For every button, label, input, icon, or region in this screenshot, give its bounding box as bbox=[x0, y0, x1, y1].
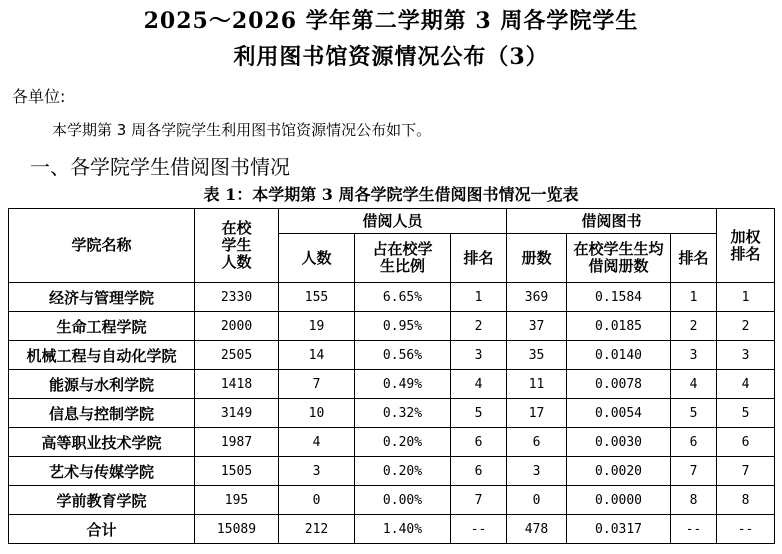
cell-per-capita: 0.0185 bbox=[567, 312, 671, 341]
cell-per-capita: 0.0000 bbox=[567, 486, 671, 515]
cell-rank2: 3 bbox=[671, 341, 717, 370]
cell-ratio: 1.40% bbox=[355, 515, 451, 544]
cell-weighted-rank: 7 bbox=[717, 457, 775, 486]
cell-rank2: 4 bbox=[671, 370, 717, 399]
cell-ratio: 0.00% bbox=[355, 486, 451, 515]
cell-weighted-rank: 2 bbox=[717, 312, 775, 341]
cell-college: 高等职业技术学院 bbox=[9, 428, 195, 457]
document-title-line1: 2025～2026 学年第二学期第 3 周各学院学生 bbox=[143, 8, 639, 34]
header-rank2: 排名 bbox=[671, 234, 717, 283]
cell-per-capita: 0.0078 bbox=[567, 370, 671, 399]
cell-rank2: 2 bbox=[671, 312, 717, 341]
cell-people: 19 bbox=[279, 312, 355, 341]
cell-rank: 4 bbox=[451, 370, 507, 399]
cell-ratio: 0.20% bbox=[355, 428, 451, 457]
cell-enrolled: 1418 bbox=[195, 370, 279, 399]
cell-per-capita: 0.0317 bbox=[567, 515, 671, 544]
cell-rank2: 8 bbox=[671, 486, 717, 515]
table-row bbox=[9, 428, 775, 457]
cell-weighted-rank: 8 bbox=[717, 486, 775, 515]
cell-college: 艺术与传媒学院 bbox=[9, 457, 195, 486]
cell-enrolled: 2000 bbox=[195, 312, 279, 341]
cell-ratio: 0.95% bbox=[355, 312, 451, 341]
cell-people: 3 bbox=[279, 457, 355, 486]
cell-college: 生命工程学院 bbox=[9, 312, 195, 341]
cell-rank: 7 bbox=[451, 486, 507, 515]
cell-ratio: 0.20% bbox=[355, 457, 451, 486]
recipient-line: 各单位: bbox=[12, 87, 66, 106]
header-ratio: 占在校学生比例 bbox=[355, 234, 451, 283]
cell-rank: 2 bbox=[451, 312, 507, 341]
cell-enrolled: 3149 bbox=[195, 399, 279, 428]
cell-people: 4 bbox=[279, 428, 355, 457]
cell-rank2: 6 bbox=[671, 428, 717, 457]
header-people: 人数 bbox=[279, 234, 355, 283]
cell-weighted-rank: 1 bbox=[717, 283, 775, 312]
table-row bbox=[9, 341, 775, 370]
cell-rank: -- bbox=[451, 515, 507, 544]
table-body bbox=[9, 283, 775, 544]
cell-volumes: 35 bbox=[507, 341, 567, 370]
cell-enrolled: 1505 bbox=[195, 457, 279, 486]
cell-weighted-rank: 3 bbox=[717, 341, 775, 370]
table-row bbox=[9, 370, 775, 399]
cell-per-capita: 0.0020 bbox=[567, 457, 671, 486]
cell-college: 经济与管理学院 bbox=[9, 283, 195, 312]
cell-volumes: 0 bbox=[507, 486, 567, 515]
table-row bbox=[9, 457, 775, 486]
document-title-line2: 利用图书馆资源情况公布（3） bbox=[233, 44, 549, 70]
cell-volumes: 11 bbox=[507, 370, 567, 399]
cell-volumes: 478 bbox=[507, 515, 567, 544]
cell-weighted-rank: 4 bbox=[717, 370, 775, 399]
cell-rank: 5 bbox=[451, 399, 507, 428]
cell-rank: 6 bbox=[451, 428, 507, 457]
cell-enrolled: 2505 bbox=[195, 341, 279, 370]
table-total-row bbox=[9, 515, 775, 544]
cell-people: 7 bbox=[279, 370, 355, 399]
header-college: 学院名称 bbox=[9, 209, 195, 283]
cell-rank: 6 bbox=[451, 457, 507, 486]
cell-rank2: -- bbox=[671, 515, 717, 544]
cell-enrolled: 2330 bbox=[195, 283, 279, 312]
table-caption: 表 1：本学期第 3 周各学院学生借阅图书情况一览表 bbox=[203, 185, 579, 204]
cell-enrolled: 1987 bbox=[195, 428, 279, 457]
borrowing-table bbox=[8, 208, 775, 544]
cell-college: 机械工程与自动化学院 bbox=[9, 341, 195, 370]
cell-people: 10 bbox=[279, 399, 355, 428]
header-books-group: 借阅图书 bbox=[507, 209, 717, 234]
header-volumes: 册数 bbox=[507, 234, 567, 283]
cell-ratio: 0.56% bbox=[355, 341, 451, 370]
cell-rank2: 7 bbox=[671, 457, 717, 486]
cell-weighted-rank: 6 bbox=[717, 428, 775, 457]
table-row bbox=[9, 283, 775, 312]
cell-rank: 3 bbox=[451, 341, 507, 370]
cell-volumes: 369 bbox=[507, 283, 567, 312]
cell-college: 能源与水利学院 bbox=[9, 370, 195, 399]
cell-per-capita: 0.0054 bbox=[567, 399, 671, 428]
cell-ratio: 0.49% bbox=[355, 370, 451, 399]
cell-people: 212 bbox=[279, 515, 355, 544]
cell-rank2: 5 bbox=[671, 399, 717, 428]
table-row bbox=[9, 399, 775, 428]
cell-college: 信息与控制学院 bbox=[9, 399, 195, 428]
cell-per-capita: 0.1584 bbox=[567, 283, 671, 312]
cell-volumes: 37 bbox=[507, 312, 567, 341]
cell-weighted-rank: 5 bbox=[717, 399, 775, 428]
cell-per-capita: 0.0030 bbox=[567, 428, 671, 457]
header-per-capita: 在校学生生均借阅册数 bbox=[567, 234, 671, 283]
header-borrowers-group: 借阅人员 bbox=[279, 209, 507, 234]
cell-enrolled: 195 bbox=[195, 486, 279, 515]
header-weighted-rank: 加权排名 bbox=[717, 209, 775, 283]
cell-people: 14 bbox=[279, 341, 355, 370]
cell-weighted-rank: -- bbox=[717, 515, 775, 544]
cell-college: 合计 bbox=[9, 515, 195, 544]
cell-volumes: 6 bbox=[507, 428, 567, 457]
cell-enrolled: 15089 bbox=[195, 515, 279, 544]
cell-rank: 1 bbox=[451, 283, 507, 312]
header-enrolled: 在校学生人数 bbox=[195, 209, 279, 283]
cell-per-capita: 0.0140 bbox=[567, 341, 671, 370]
header-rank: 排名 bbox=[451, 234, 507, 283]
table-row bbox=[9, 312, 775, 341]
cell-volumes: 17 bbox=[507, 399, 567, 428]
section-heading: 一、各学院学生借阅图书情况 bbox=[30, 155, 290, 179]
intro-paragraph: 本学期第 3 周各学院学生利用图书馆资源情况公布如下。 bbox=[52, 121, 432, 139]
cell-rank2: 1 bbox=[671, 283, 717, 312]
cell-volumes: 3 bbox=[507, 457, 567, 486]
cell-people: 0 bbox=[279, 486, 355, 515]
cell-ratio: 0.32% bbox=[355, 399, 451, 428]
table-row bbox=[9, 486, 775, 515]
cell-people: 155 bbox=[279, 283, 355, 312]
cell-ratio: 6.65% bbox=[355, 283, 451, 312]
cell-college: 学前教育学院 bbox=[9, 486, 195, 515]
